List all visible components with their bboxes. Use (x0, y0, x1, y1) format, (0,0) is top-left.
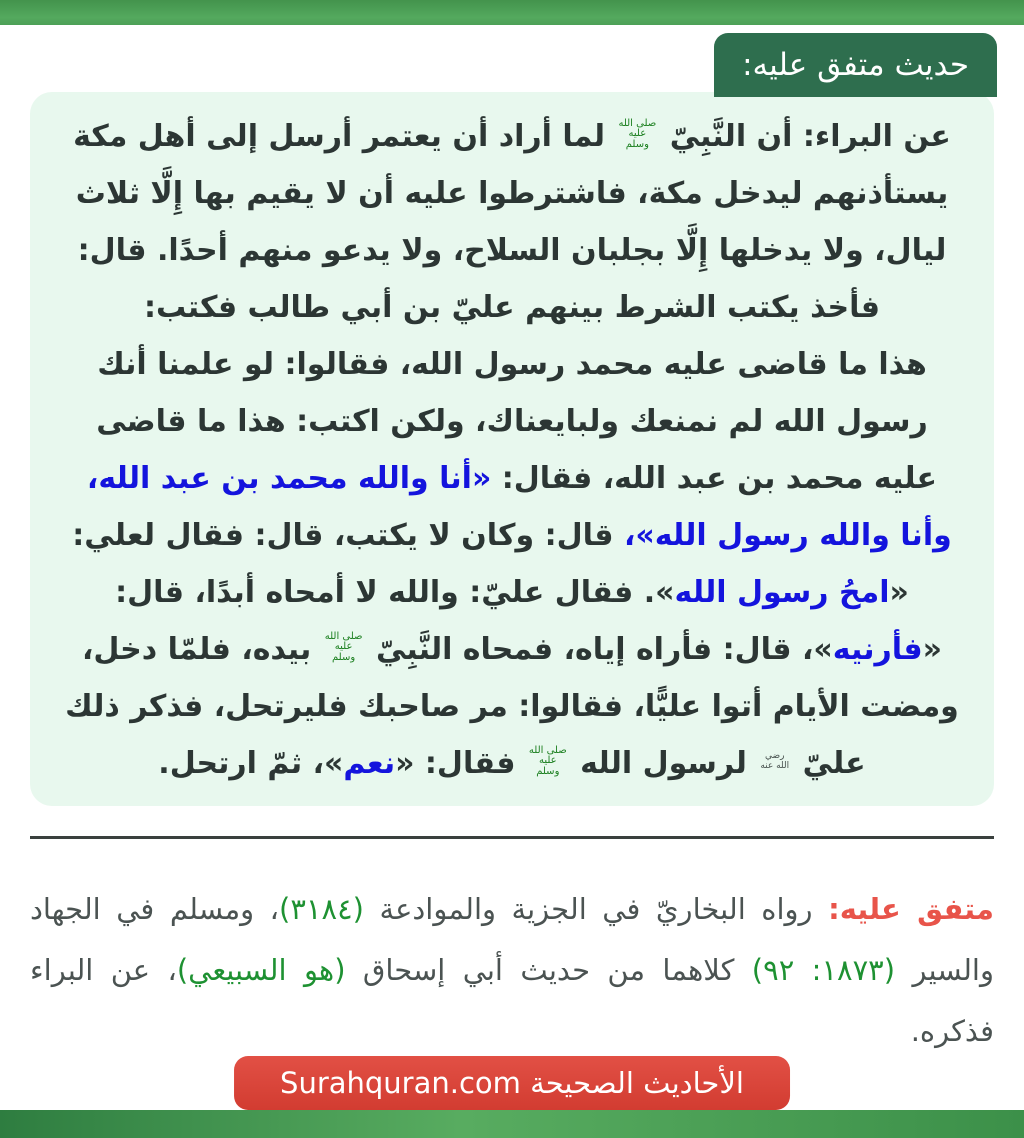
hadith-type-badge (714, 33, 997, 97)
divider-line (30, 836, 994, 839)
site-banner[interactable] (234, 1056, 790, 1110)
hadith-line (50, 279, 974, 336)
hadith-card (30, 92, 994, 806)
text-segment-dark: »، ثمّ ارتحل. (158, 746, 344, 781)
text-segment-blue: «أنا والله محمد بن عبد الله، (86, 461, 492, 496)
hadith-text (30, 92, 994, 806)
hadith-line (50, 678, 974, 735)
text-segment-dark: « (889, 575, 909, 610)
text-segment-dark: عن البراء: أن النَّبِيّ (659, 119, 951, 154)
hadith-line (50, 564, 974, 621)
text-segment-green: (١٨٧٣: ٩٢) (751, 953, 896, 987)
hadith-type-badge-label: حديث متفق عليه: (742, 47, 969, 83)
text-segment-dark: لما أراد أن يعتمر أرسل إلى أهل مكة (73, 119, 616, 154)
text-segment-dark: يستأذنهم ليدخل مكة، فاشترطوا عليه أن لا يقيم بها إِلَّا ثلاث (75, 176, 949, 211)
text-segment-saw: صلى الله عليه وسلم (618, 117, 657, 150)
text-segment-blue: فأرنيه (832, 632, 923, 667)
text-segment-gray: ، عن البراء فذكره. (30, 953, 994, 1048)
text-segment-saw: صلى الله عليه وسلم (528, 744, 567, 777)
text-segment-dark: عليّ (792, 746, 866, 781)
text-segment-green: (هو السبيعي) (176, 953, 346, 987)
text-segment-rda: رضي الله عنه (760, 751, 790, 771)
attribution-paragraph (30, 879, 994, 1062)
hadith-line (50, 507, 974, 564)
bottom-decor-bar (0, 1110, 1024, 1138)
text-segment-gray: رواه البخاريّ في الجزية والموادعة (364, 892, 829, 926)
hadith-line (50, 450, 974, 507)
text-segment-dark: رسول الله لم نمنعك ولبايعناك، ولكن اكتب: هذا ما قاضى (96, 404, 928, 439)
hadith-line (50, 336, 974, 393)
text-segment-gray: ، ومسلم في الجهاد والسير (30, 892, 994, 987)
text-segment-blue: نعم (343, 746, 396, 781)
text-segment-dark: فقال: « (395, 746, 526, 781)
text-segment-dark: ليال، ولا يدخلها إِلَّا بجلبان السلاح، ولا يدعو منهم أحدًا. قال: (77, 233, 947, 268)
text-segment-green: (٣١٨٤) (279, 892, 364, 926)
text-segment-dark: هذا ما قاضى عليه محمد رسول الله، فقالوا: لو علمنا أنك (97, 347, 927, 382)
hadith-line (50, 393, 974, 450)
text-segment-dark: « (922, 632, 943, 667)
hadith-line (50, 222, 974, 279)
text-segment-dark: عليه محمد بن عبد الله، فقال: (491, 461, 938, 496)
text-segment-dark: قال: وكان لا يكتب، قال: فقال لعلي: (72, 518, 624, 553)
text-segment-gray: كلاهما من حديث أبي إسحاق (345, 953, 752, 987)
text-segment-dark: ». فقال عليّ: والله لا أمحاه أبدًا، قال: (115, 575, 675, 610)
text-segment-blue: وأنا والله رسول الله»، (623, 518, 952, 553)
text-segment-blue: امحُ رسول الله (674, 575, 890, 610)
hadith-line (50, 165, 974, 222)
hadith-line (50, 735, 974, 792)
text-segment-saw: صلى الله عليه وسلم (324, 630, 363, 663)
text-segment-dark: لرسول الله (569, 746, 758, 781)
hadith-line (50, 108, 974, 165)
text-segment-red: متفق عليه: (828, 892, 994, 926)
top-decor-bar (0, 0, 1024, 25)
text-segment-dark: ومضت الأيام أتوا عليًّا، فقالوا: مر صاحبك فليرتحل، فذكر ذلك (65, 689, 959, 724)
text-segment-dark: »، قال: فأراه إياه، فمحاه النَّبِيّ (365, 632, 833, 667)
text-segment-dark: فأخذ يكتب الشرط بينهم عليّ بن أبي طالب فكتب: (144, 290, 880, 325)
text-segment-dark: بيده، فلمّا دخل، (81, 632, 322, 667)
hadith-line (50, 621, 974, 678)
site-banner-text: الأحاديث الصحيحة Surahquran.com (280, 1066, 744, 1100)
